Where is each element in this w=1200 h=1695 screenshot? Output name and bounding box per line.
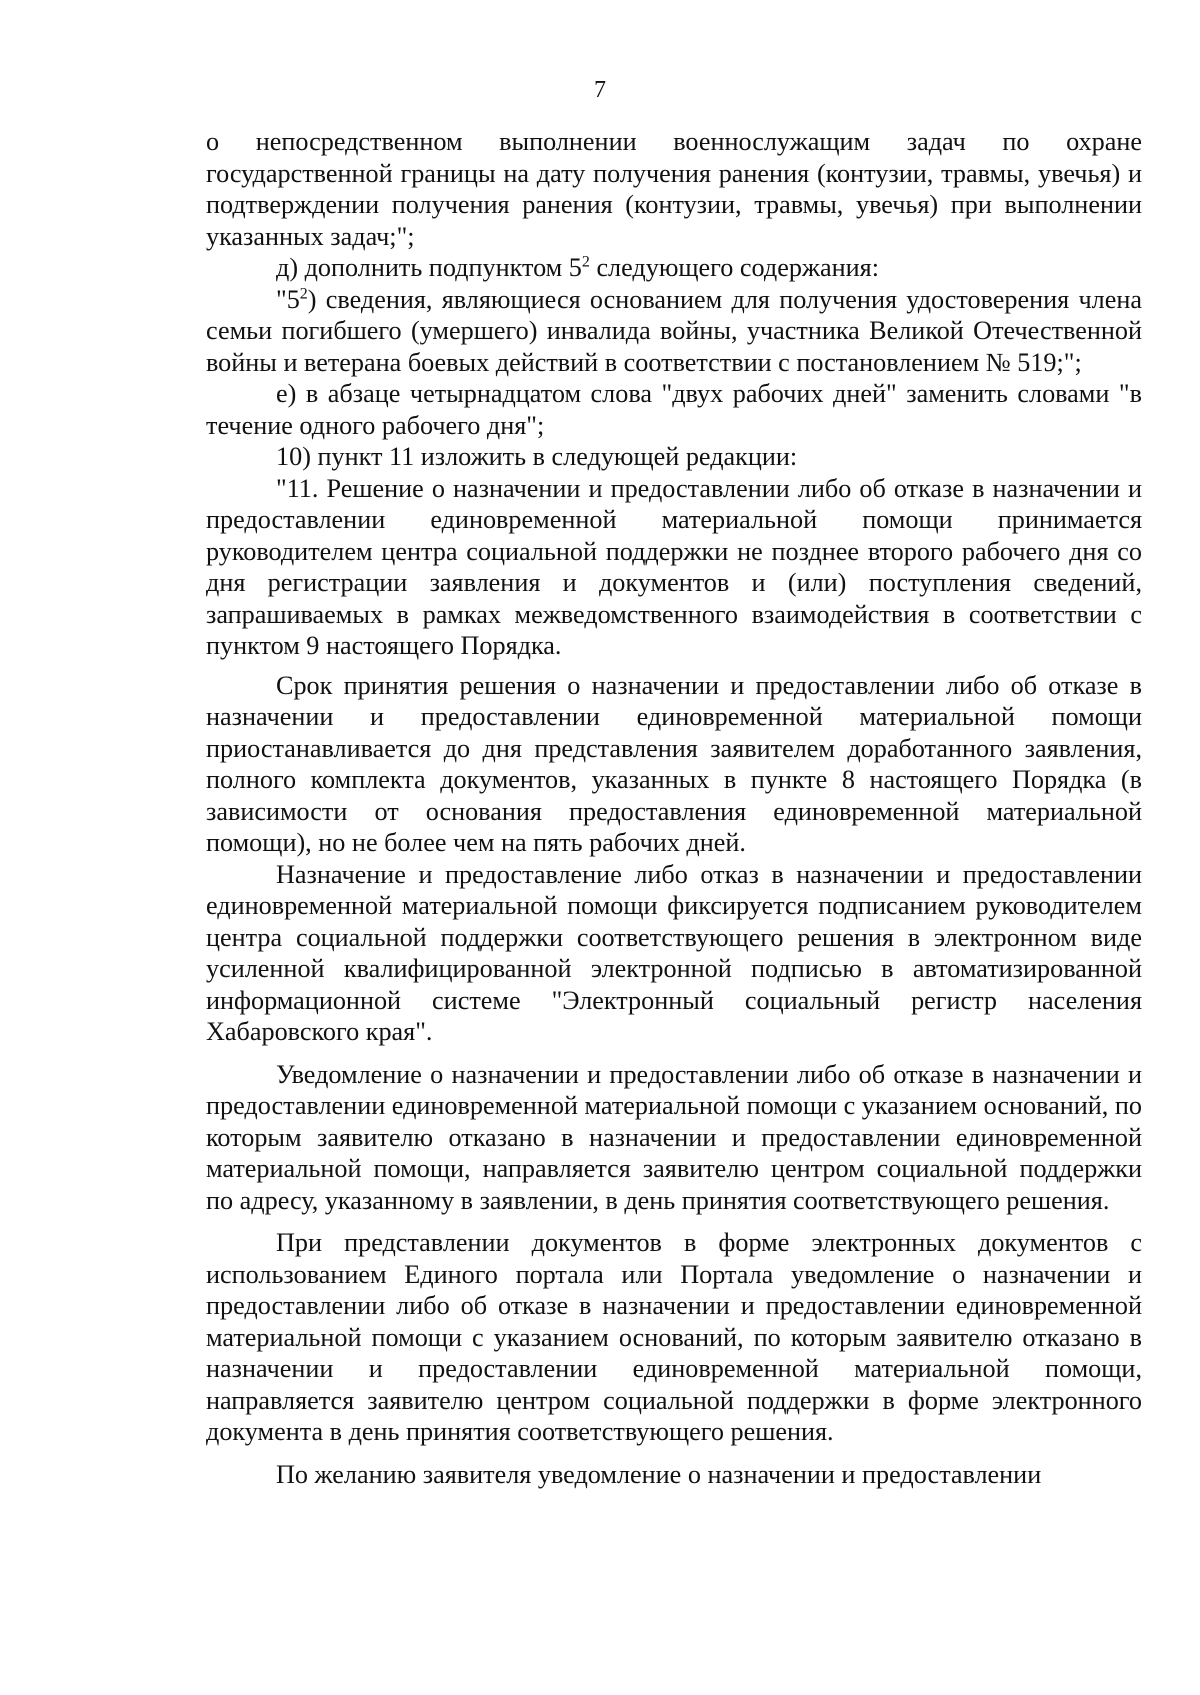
paragraph <box>206 284 1142 379</box>
paragraph: о непосредственном выполнении военнослужащим задач по охране государственной границы на дату получения ранения (контузии, травмы, увечья) и подтверждении получения ранения (контузии, травмы, увечья) при выполнении указанных задач;"; <box>206 127 1142 251</box>
text-fragment: д) дополнить подпунктом 5 <box>276 253 582 282</box>
paragraph: Уведомление о назначении и предоставлении либо об отказе в назначении и предоставлении единовременной материальной помощи с указанием оснований, по которым заявителю отказано в назначении и предоставлении единовременной материальной помощи, направляется заявителю центром социальной поддержки по адресу, указанному в заявлении, в день принятия соответствующего решения. <box>206 1059 1142 1215</box>
text-fragment: следующего содержания: <box>596 253 879 282</box>
paragraph: Срок принятия решения о назначении и предоставлении либо об отказе в назначении и предоставлении единовременной материальной помощи приостанавливается до дня представления заявителем доработанного заявления, полного комплекта документов, указанных в пункте 8 настоящего Порядка (в зависимости от основания предоставления единовременной материальной помощи), но не более чем на пять рабочих дней. <box>206 670 1142 857</box>
paragraph: Назначение и предоставление либо отказ в назначении и предоставлении единовременной материальной помощи фиксируется подписанием руководителем центра социальной поддержки соответствующего решения в электронном виде усиленной квалифицированной электронной подписью в автоматизированной информационной системе "Электронный социальный регистр населения Хабаровского края". <box>206 859 1142 1046</box>
text-fragment: "5 <box>276 284 300 314</box>
paragraph: "11. Решение о назначении и предоставлении либо об отказе в назначении и предоставлении единовременной материальной помощи принимается руководителем центра социальной поддержки не позднее второго рабочего дня со дня регистрации заявления и документов и (или) поступления сведений, запрашиваемых в рамках межведомственного взаимодействия в соответствии с пунктом 9 настоящего Порядка. <box>206 473 1142 660</box>
paragraph: 10) пункт 11 изложить в следующей редакции: <box>276 442 798 471</box>
paragraph <box>206 252 1142 284</box>
paragraph: При представлении документов в форме электронных документов с использованием Единого портала или Портала уведомление о назначении и предоставлении либо об отказе в назначении и предоставлении единовременной материальной помощи с указанием оснований, по которым заявителю отказано в назначении и предоставлении единовременной материальной помощи, направляется заявителю центром социальной поддержки в форме электронного документа в день принятия соответствующего решения. <box>206 1228 1142 1446</box>
text-fragment: ) сведения, являющиеся основанием для получения удостоверения члена семьи погибшего (умершего) инвалида войны, участника Великой Отечественной войны и ветерана боевых действий в соответствии с постановлением № 519;"; <box>206 284 1142 377</box>
paragraph: По желанию заявителя уведомление о назначении и предоставлении <box>276 1459 1042 1489</box>
superscript: 2 <box>581 253 590 271</box>
superscript: 2 <box>299 284 308 302</box>
page-number: 7 <box>594 77 606 103</box>
document-body <box>206 126 1142 1490</box>
paragraph: е) в абзаце четырнадцатом слова "двух рабочих дней" заменить словами "в течение одного рабочего дня"; <box>206 379 1142 440</box>
